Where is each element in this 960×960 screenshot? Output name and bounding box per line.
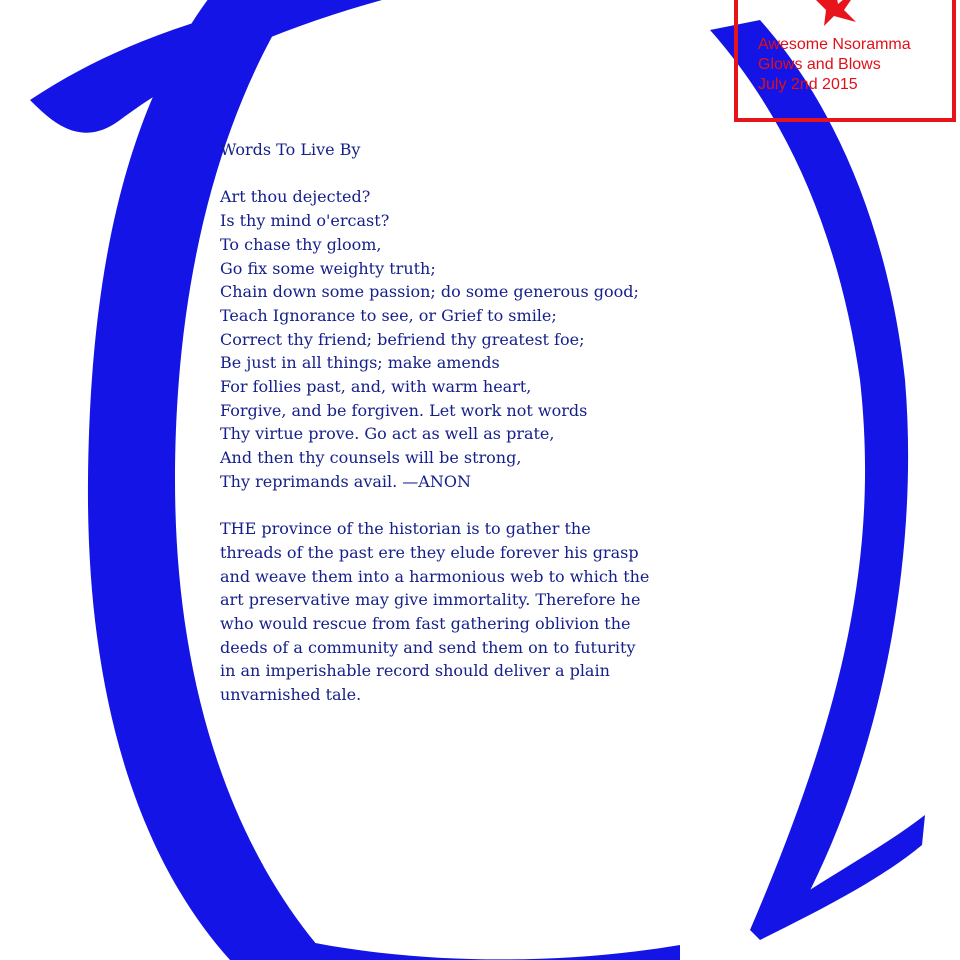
poem-line: Is thy mind o'ercast? — [220, 211, 390, 231]
poem-line: Forgive, and be forgiven. Let work not words — [220, 400, 588, 420]
paragraph-line: art preservative may give immortality. Therefore he — [220, 590, 641, 610]
paragraph-line: unvarnished tale. — [220, 685, 362, 705]
stamp-line-3: July 2nd 2015 — [758, 76, 858, 93]
ring-right-arc — [710, 20, 908, 930]
poem-line: Go fix some weighty truth; — [220, 258, 436, 278]
ring-bottom-band — [300, 940, 680, 960]
poem-line: Thy virtue prove. Go act as well as prate, — [220, 424, 555, 444]
poem-line: For follies past, and, with warm heart, — [220, 377, 532, 397]
historian-paragraph — [220, 517, 720, 707]
poem-line: Be just in all things; make amends — [220, 353, 500, 373]
poem-line: Thy reprimands avail. —ANON — [220, 471, 471, 491]
red-star-icon — [752, 0, 912, 34]
paragraph-line: threads of the past ere they elude forever his grasp — [220, 542, 639, 562]
poem — [220, 185, 720, 493]
poem-line: And then thy counsels will be strong, — [220, 448, 522, 468]
paragraph-line: in an imperishable record should deliver a plain — [220, 661, 610, 681]
poem-line: Teach Ignorance to see, or Grief to smile; — [220, 305, 557, 325]
poem-line: Art thou dejected? — [220, 187, 371, 207]
document-body — [220, 138, 720, 707]
paragraph-line: and weave them into a harmonious web to which the — [220, 566, 650, 586]
paragraph-line: who would rescue from fast gathering oblivion the — [220, 614, 631, 634]
poem-line: Chain down some passion; do some generous good; — [220, 282, 639, 302]
document-title: Words To Live By — [220, 140, 361, 159]
stamp-line-1: Awesome Nsoramma — [758, 36, 911, 53]
stamp-line-2: Glows and Blows — [758, 56, 881, 73]
stamp-caption — [758, 35, 911, 95]
poem-line: Correct thy friend; befriend thy greatest foe; — [220, 329, 585, 349]
paragraph-line: THE province of the historian is to gather the — [220, 519, 591, 539]
poem-line: To chase thy gloom, — [220, 234, 382, 254]
paragraph-line: deeds of a community and send them on to futurity — [220, 637, 636, 657]
